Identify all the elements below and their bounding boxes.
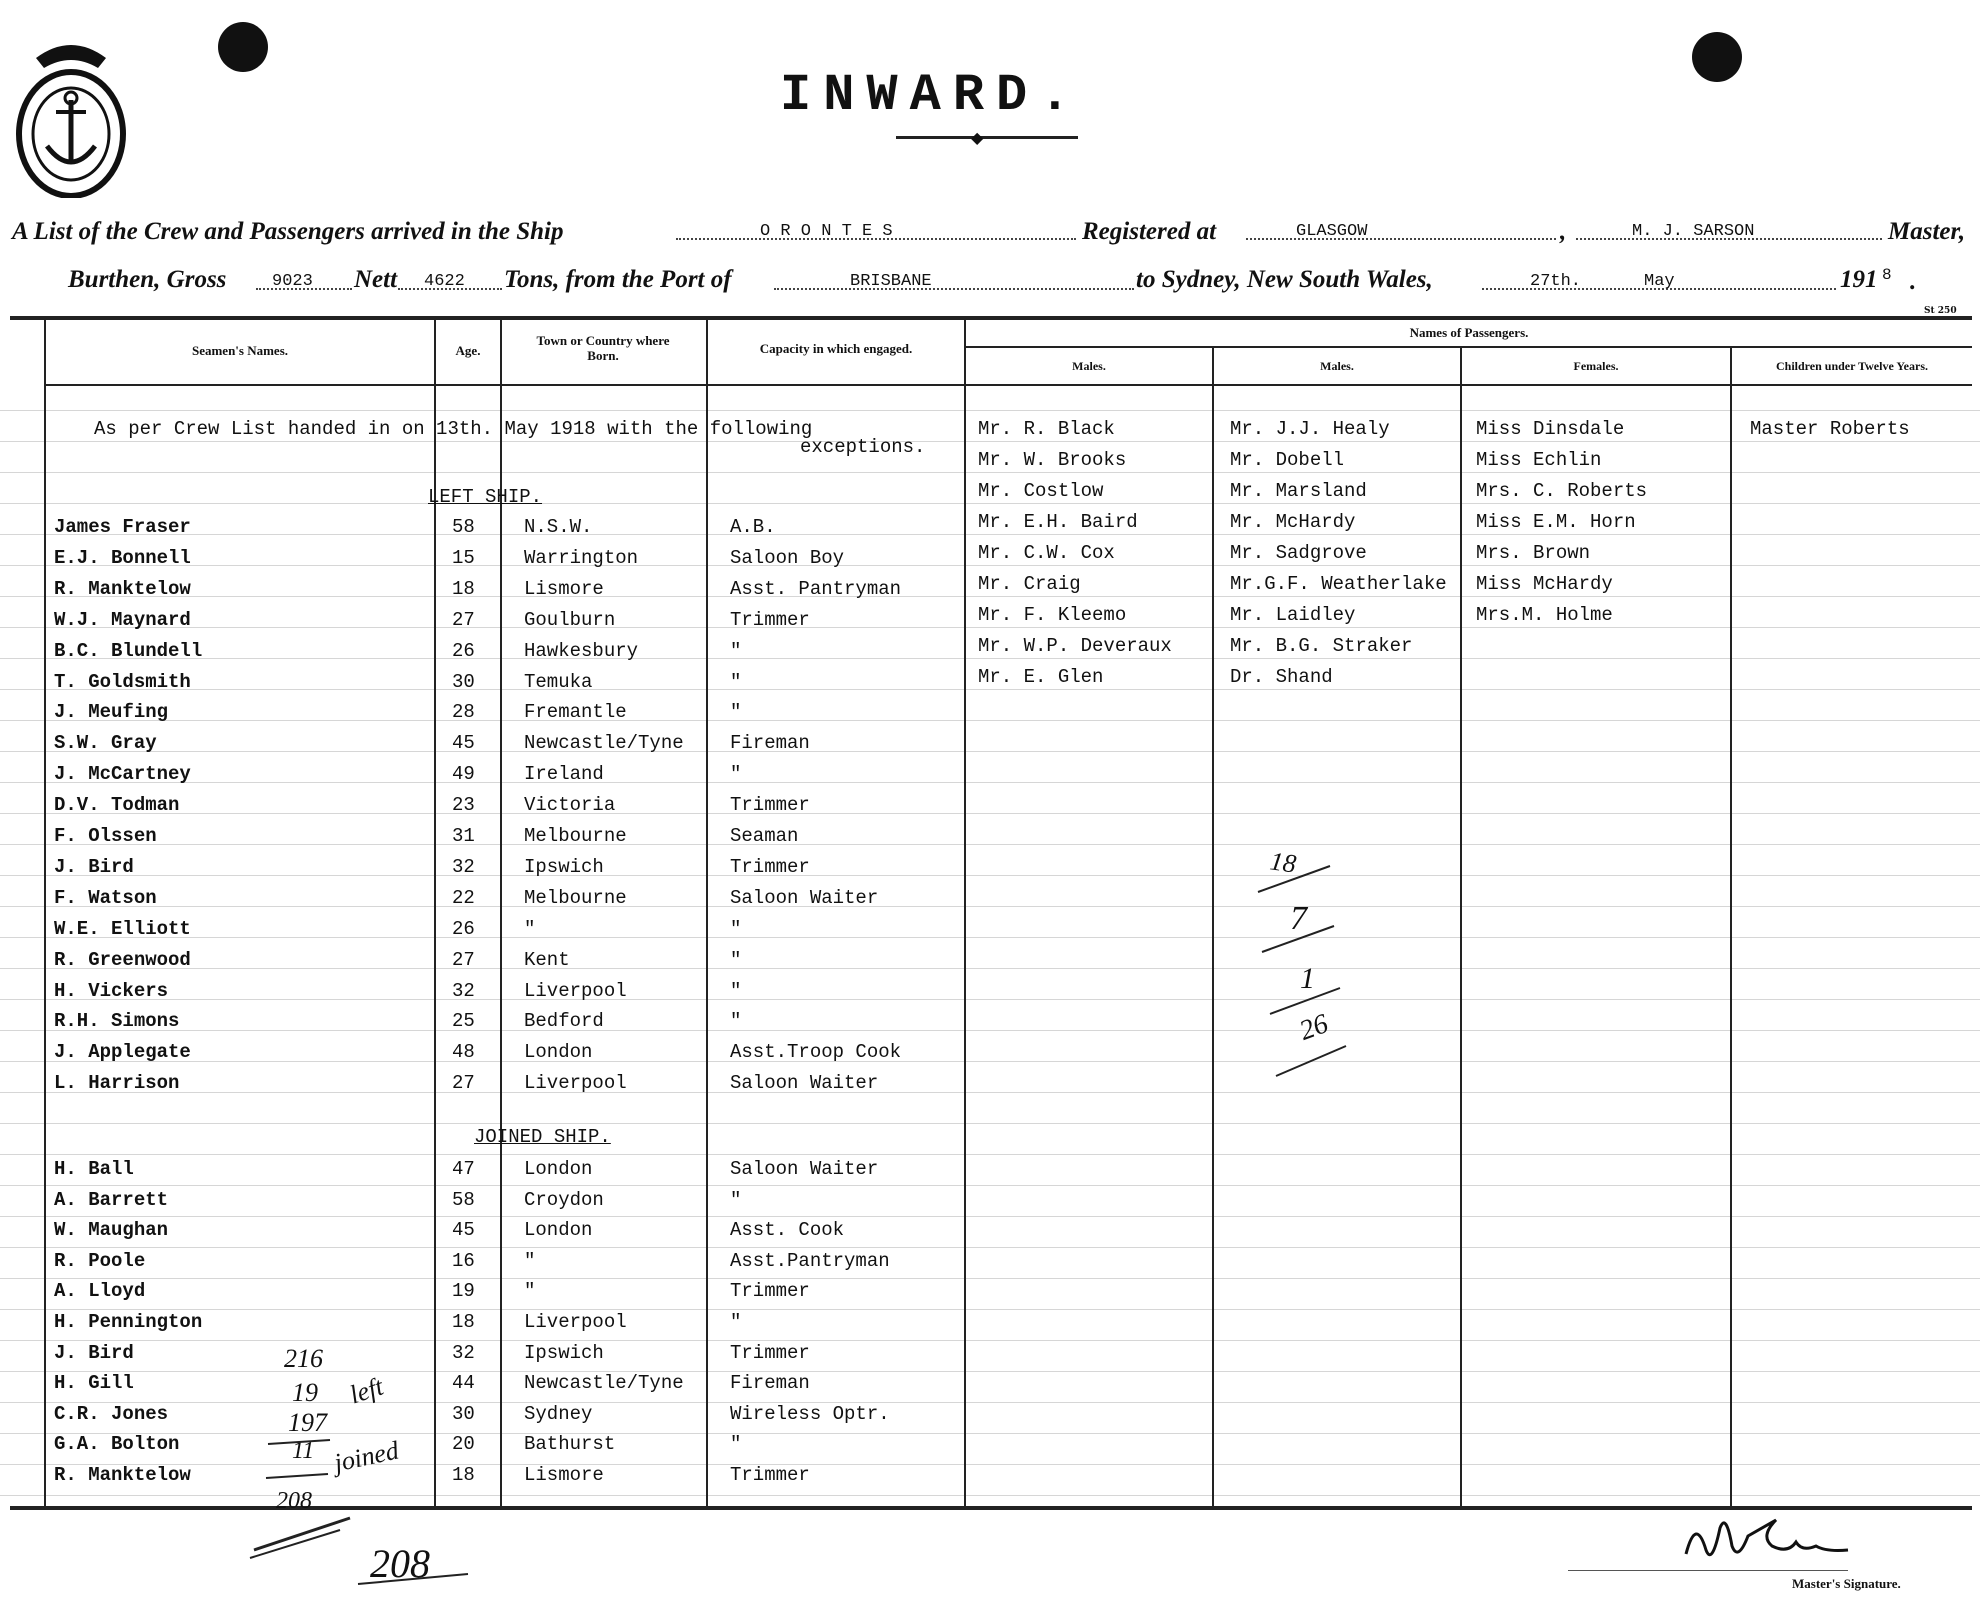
- seaman-name: J. Applegate: [54, 1041, 191, 1064]
- ruled-line: [0, 1154, 1980, 1155]
- seaman-age: 45: [452, 1219, 475, 1242]
- seaman-capacity: ": [730, 1010, 742, 1033]
- seaman-birthplace: Bedford: [524, 1010, 604, 1033]
- crew-row: [0, 856, 1980, 884]
- seaman-birthplace: Victoria: [524, 794, 616, 817]
- seaman-capacity: ": [730, 639, 742, 662]
- seaman-name: F. Watson: [54, 886, 157, 909]
- punch-hole-left: [218, 22, 268, 72]
- seaman-capacity: ": [730, 1433, 742, 1456]
- column-header-males-1: Males.: [1072, 359, 1106, 373]
- seaman-birthplace: Melbourne: [524, 886, 627, 909]
- crew-list-note: As per Crew List handed in on 13th. May 1918 with the following: [94, 418, 813, 440]
- seaman-capacity: Asst. Pantryman: [730, 577, 902, 600]
- seaman-capacity: Wireless Optr.: [730, 1402, 890, 1425]
- crew-row: [0, 794, 1980, 822]
- crew-row: [0, 1072, 1980, 1100]
- crew-row: [0, 1219, 1980, 1247]
- seaman-birthplace: Ireland: [524, 763, 604, 786]
- title-rule: [896, 136, 1078, 139]
- margin-number: 208: [276, 1488, 312, 1514]
- seaman-capacity: ": [730, 701, 742, 724]
- seaman-capacity: Saloon Boy: [730, 546, 845, 569]
- margin-number: 11: [292, 1438, 315, 1464]
- male-passenger: Mr. Costlow: [978, 480, 1104, 502]
- seaman-age: 30: [452, 1402, 475, 1425]
- seaman-capacity: A.B.: [730, 516, 776, 538]
- crew-row: [0, 732, 1980, 760]
- seaman-birthplace: London: [524, 1158, 593, 1180]
- crew-row: [0, 1010, 1980, 1038]
- seaman-capacity: Saloon Waiter: [730, 1072, 879, 1095]
- crew-list-heading: A List of the Crew and Passengers arrived in the Ship: [12, 218, 564, 245]
- seaman-name: H. Gill: [54, 1372, 134, 1395]
- seaman-capacity: ": [730, 1311, 742, 1333]
- seaman-capacity: Saloon Waiter: [730, 1158, 879, 1180]
- ruled-line: [0, 1278, 1980, 1279]
- tally-value: 26: [1295, 1008, 1333, 1047]
- seaman-age: 18: [452, 1311, 475, 1333]
- ruled-line: [0, 441, 1980, 442]
- margin-number: 19: [292, 1378, 318, 1407]
- column-header-town: Town or Country where Born.: [536, 333, 670, 363]
- crew-row: [0, 1189, 1980, 1217]
- male-passenger: Mr. B.G. Straker: [1230, 635, 1413, 657]
- seaman-name: H. Pennington: [54, 1311, 203, 1333]
- seaman-birthplace: Temuka: [524, 670, 593, 693]
- signature-line: [1568, 1570, 1848, 1571]
- departure-port: BRISBANE: [850, 272, 932, 291]
- seaman-birthplace: Liverpool: [524, 1311, 627, 1333]
- year-prefix: 191: [1840, 266, 1878, 293]
- margin-number: 216: [284, 1344, 323, 1373]
- seaman-age: 31: [452, 825, 475, 847]
- seaman-age: 32: [452, 979, 475, 1002]
- column-header-children: Children under Twelve Years.: [1775, 359, 1928, 373]
- gross-tonnage: 9023: [272, 272, 313, 291]
- ruled-line: [0, 503, 1980, 504]
- seaman-capacity: Asst. Cook: [730, 1219, 845, 1242]
- seaman-age: 22: [452, 886, 475, 909]
- tally-value: 7: [1290, 900, 1307, 937]
- seaman-name: W.E. Elliott: [54, 917, 191, 940]
- seaman-age: 26: [452, 639, 475, 662]
- signature-label: Master's Signature.: [1792, 1576, 1901, 1591]
- seaman-name: J. Bird: [54, 1341, 134, 1364]
- left-ship-heading: LEFT SHIP.: [428, 486, 543, 508]
- seaman-name: E.J. Bonnell: [54, 546, 191, 569]
- seaman-name: J. Bird: [54, 855, 134, 878]
- joined-ship-heading: JOINED SHIP.: [474, 1126, 611, 1148]
- seaman-capacity: Fireman: [730, 1372, 810, 1395]
- seaman-age: 30: [452, 670, 475, 693]
- seaman-birthplace: Newcastle/Tyne: [524, 732, 684, 755]
- male-passenger: Mr.G.F. Weatherlake: [1230, 573, 1447, 595]
- seaman-name: A. Lloyd: [54, 1280, 146, 1303]
- master-name: M. J. SARSON: [1632, 222, 1755, 241]
- ship-name: O R O N T E S: [760, 222, 893, 241]
- seaman-age: 58: [452, 516, 475, 538]
- column-header-capacity: Capacity in which engaged.: [759, 341, 913, 356]
- seaman-name: F. Olssen: [54, 825, 157, 847]
- form-code: St 250: [1924, 306, 1957, 316]
- column-header-males-2: Males.: [1320, 359, 1354, 373]
- arrival-month: May: [1644, 272, 1675, 291]
- seaman-birthplace: Warrington: [524, 546, 639, 569]
- seaman-capacity: Saloon Waiter: [730, 886, 879, 909]
- seaman-capacity: Trimmer: [730, 855, 810, 878]
- seaman-name: D.V. Todman: [54, 794, 180, 817]
- seaman-birthplace: Kent: [524, 948, 570, 971]
- crew-row: [0, 887, 1980, 915]
- seaman-age: 15: [452, 546, 475, 569]
- seaman-age: 16: [452, 1249, 475, 1272]
- year-suffix: 8: [1882, 266, 1892, 284]
- seaman-name: A. Barrett: [54, 1188, 169, 1211]
- male-passenger: Mr. C.W. Cox: [978, 542, 1115, 564]
- seaman-age: 26: [452, 917, 475, 940]
- crew-row: [0, 1250, 1980, 1278]
- tally-strokes: [1250, 850, 1370, 1080]
- male-passenger: Mr. Sadgrove: [1230, 542, 1367, 564]
- seaman-name: R. Poole: [54, 1249, 146, 1272]
- seaman-birthplace: Goulburn: [524, 608, 616, 631]
- title-ornament-icon: ◆: [971, 128, 984, 147]
- seaman-capacity: Asst.Troop Cook: [730, 1041, 902, 1064]
- ruled-line: [0, 1123, 1980, 1124]
- column-header-passengers: Names of Passengers.: [1409, 325, 1529, 340]
- registered-label: Registered at: [1082, 218, 1217, 245]
- male-passenger: Dr. Shand: [1230, 666, 1333, 688]
- crew-row: [0, 1311, 1980, 1339]
- seaman-age: 48: [452, 1041, 475, 1064]
- male-passenger: Mr. E.H. Baird: [978, 511, 1138, 533]
- joined-note: joined: [331, 1435, 402, 1478]
- margin-strokes: [240, 1400, 440, 1560]
- seaman-name: J. McCartney: [54, 763, 191, 786]
- column-header-rule: [44, 384, 1972, 386]
- seaman-birthplace: Melbourne: [524, 825, 627, 847]
- tally-value: 18: [1268, 846, 1298, 879]
- total-underline: [354, 1568, 474, 1588]
- seaman-birthplace: Sydney: [524, 1402, 593, 1425]
- arrival-day: 27th.: [1530, 272, 1582, 291]
- to-sydney-label: to Sydney, New South Wales,: [1136, 266, 1433, 293]
- seaman-name: B.C. Blundell: [54, 639, 203, 662]
- seaman-age: 25: [452, 1010, 475, 1033]
- seaman-age: 49: [452, 763, 475, 786]
- seaman-birthplace: ": [524, 1249, 536, 1272]
- seaman-capacity: Trimmer: [730, 1280, 810, 1303]
- left-note: left: [346, 1371, 387, 1410]
- ruled-line: [0, 410, 1980, 411]
- seaman-birthplace: Ipswich: [524, 855, 604, 878]
- crew-row: [0, 825, 1980, 853]
- seaman-birthplace: Ipswich: [524, 1341, 604, 1364]
- seaman-capacity: Asst.Pantryman: [730, 1249, 890, 1272]
- seaman-age: 28: [452, 701, 475, 724]
- seaman-age: 44: [452, 1372, 475, 1395]
- seaman-birthplace: Liverpool: [524, 979, 627, 1002]
- department-seal-icon: [14, 38, 128, 198]
- seaman-age: 18: [452, 577, 475, 600]
- column-header-females: Females.: [1573, 359, 1619, 373]
- seaman-age: 20: [452, 1433, 475, 1456]
- seaman-age: 27: [452, 1072, 475, 1095]
- seaman-capacity: Trimmer: [730, 1464, 810, 1486]
- crew-row: [0, 1280, 1980, 1308]
- burthen-label: Burthen, Gross: [68, 266, 227, 293]
- crew-list-note-continued: exceptions.: [800, 436, 926, 458]
- column-header-age: Age.: [455, 343, 481, 358]
- male-passenger: Mr. R. Black: [978, 418, 1115, 440]
- seaman-birthplace: Liverpool: [524, 1072, 627, 1095]
- female-passenger: Miss Echlin: [1476, 449, 1602, 471]
- seaman-name: R. Manktelow: [54, 1464, 191, 1486]
- male-passenger: Mr. W.P. Deveraux: [978, 635, 1172, 657]
- seaman-age: 27: [452, 948, 475, 971]
- crew-row: [0, 763, 1980, 791]
- tally-value: 1: [1300, 962, 1315, 995]
- seaman-birthplace: Croydon: [524, 1188, 604, 1211]
- seaman-birthplace: London: [524, 1219, 593, 1242]
- male-passenger: Mr. F. Kleemo: [978, 604, 1127, 626]
- registered-port: GLASGOW: [1296, 222, 1368, 241]
- seaman-capacity: Seaman: [730, 825, 799, 847]
- crew-row: [0, 701, 1980, 729]
- seaman-birthplace: Lismore: [524, 577, 604, 600]
- nett-tonnage: 4622: [424, 272, 465, 291]
- seaman-capacity: ": [730, 979, 742, 1002]
- male-passenger: Mr. Marsland: [1230, 480, 1367, 502]
- passengers-subheader-rule: [965, 346, 1972, 348]
- male-passenger: Mr. Laidley: [1230, 604, 1356, 626]
- female-passenger: Mrs. C. Roberts: [1476, 480, 1648, 502]
- seaman-age: 23: [452, 794, 475, 817]
- seaman-birthplace: Bathurst: [524, 1433, 616, 1456]
- seaman-name: R. Manktelow: [54, 577, 191, 600]
- crew-row: [0, 949, 1980, 977]
- page-title: INWARD.: [780, 66, 1083, 125]
- seaman-birthplace: ": [524, 917, 536, 940]
- female-passenger: Miss McHardy: [1476, 573, 1613, 595]
- crew-row: [0, 918, 1980, 946]
- seaman-capacity: ": [730, 763, 742, 786]
- child-passenger: Master Roberts: [1750, 418, 1910, 440]
- seaman-age: 47: [452, 1158, 475, 1180]
- seaman-name: S.W. Gray: [54, 732, 157, 755]
- punch-hole-right: [1692, 32, 1742, 82]
- tons-from-label: Tons, from the Port of: [504, 266, 732, 293]
- seaman-name: James Fraser: [54, 516, 191, 538]
- crew-row: [0, 1158, 1980, 1186]
- seaman-age: 32: [452, 855, 475, 878]
- seaman-name: G.A. Bolton: [54, 1433, 180, 1456]
- male-passenger: Mr. McHardy: [1230, 511, 1356, 533]
- seaman-name: C.R. Jones: [54, 1402, 169, 1425]
- female-passenger: Mrs.M. Holme: [1476, 604, 1613, 626]
- male-passenger: Mr. Dobell: [1230, 449, 1345, 471]
- seaman-name: L. Harrison: [54, 1072, 180, 1095]
- seaman-birthplace: ": [524, 1280, 536, 1303]
- male-passenger: Mr. J.J. Healy: [1230, 418, 1390, 440]
- year-period: .: [1910, 268, 1917, 295]
- seaman-birthplace: Newcastle/Tyne: [524, 1372, 684, 1395]
- male-passenger: Mr. Craig: [978, 573, 1081, 595]
- header-comma: ,: [1560, 218, 1567, 245]
- registered-field-line: [1246, 238, 1556, 240]
- seaman-birthplace: N.S.W.: [524, 516, 593, 538]
- seaman-age: 18: [452, 1464, 475, 1486]
- seaman-age: 58: [452, 1188, 475, 1211]
- seaman-name: J. Meufing: [54, 701, 169, 724]
- seaman-capacity: ": [730, 917, 742, 940]
- seaman-name: R.H. Simons: [54, 1010, 180, 1033]
- grand-total: 208: [370, 1541, 430, 1586]
- margin-number: 197: [288, 1408, 327, 1437]
- crew-row: [0, 980, 1980, 1008]
- seaman-capacity: ": [730, 1188, 742, 1211]
- seaman-name: T. Goldsmith: [54, 670, 191, 693]
- seaman-birthplace: London: [524, 1041, 593, 1064]
- seaman-age: 32: [452, 1341, 475, 1364]
- male-passenger: Mr. W. Brooks: [978, 449, 1127, 471]
- table-top-rule: [10, 316, 1972, 320]
- seaman-birthplace: Hawkesbury: [524, 639, 639, 662]
- seaman-age: 19: [452, 1280, 475, 1303]
- ruled-line: [0, 1309, 1980, 1310]
- seaman-birthplace: Fremantle: [524, 701, 627, 724]
- seaman-name: R. Greenwood: [54, 948, 191, 971]
- seaman-capacity: ": [730, 670, 742, 693]
- seaman-name: H. Vickers: [54, 979, 169, 1002]
- female-passenger: Miss E.M. Horn: [1476, 511, 1636, 533]
- ruled-line: [0, 472, 1980, 473]
- seaman-capacity: Fireman: [730, 732, 810, 755]
- nett-label: Nett: [354, 266, 398, 293]
- seaman-capacity: ": [730, 948, 742, 971]
- male-passenger: Mr. E. Glen: [978, 666, 1104, 688]
- seaman-capacity: Trimmer: [730, 1341, 810, 1364]
- column-header-seamen: Seamen's Names.: [191, 343, 289, 358]
- female-passenger: Mrs. Brown: [1476, 542, 1591, 564]
- seaman-name: W.J. Maynard: [54, 608, 191, 631]
- female-passenger: Miss Dinsdale: [1476, 418, 1625, 440]
- seaman-capacity: Trimmer: [730, 794, 810, 817]
- seaman-age: 27: [452, 608, 475, 631]
- crew-row: [0, 1041, 1980, 1069]
- seaman-birthplace: Lismore: [524, 1464, 604, 1486]
- port-field-line: [774, 288, 1134, 290]
- master-label: Master,: [1888, 218, 1966, 245]
- seaman-name: W. Maughan: [54, 1219, 169, 1242]
- seaman-name: H. Ball: [54, 1158, 134, 1180]
- master-signature-icon: [1676, 1506, 1856, 1578]
- seaman-age: 45: [452, 732, 475, 755]
- seaman-capacity: Trimmer: [730, 608, 810, 631]
